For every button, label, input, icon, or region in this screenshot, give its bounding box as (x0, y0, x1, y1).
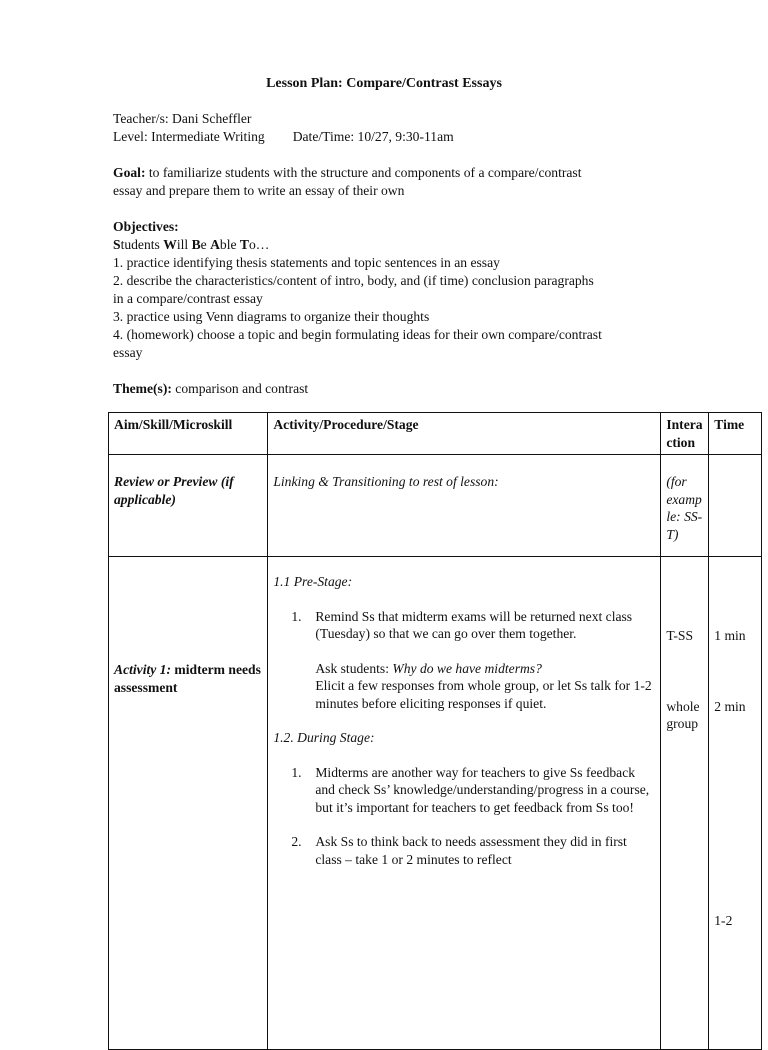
header-activity: Activity/Procedure/Stage (268, 413, 661, 455)
table-row-review (109, 455, 762, 557)
table-row-activity-1 (109, 557, 762, 1050)
list-item (291, 764, 655, 817)
during-stage-heading (273, 729, 655, 747)
objective-item: 2. describe the characteristics/content of intro, body, and (if time) conclusion paragraphs (113, 273, 594, 288)
objective-item: in a compare/contrast essay (113, 291, 263, 306)
level-datetime-line (113, 128, 454, 145)
interaction-t-ss: T-SS (666, 628, 694, 643)
list-item (291, 833, 655, 868)
swbat-t: T (239, 237, 249, 252)
objectives-heading: Objectives: (113, 219, 179, 234)
review-aim-text: Review or Preview (if applicable) (114, 474, 234, 507)
activity1-procedure (268, 557, 661, 1050)
swbat-s: S (113, 237, 121, 252)
ask-question: Why do we have midterms? (392, 660, 542, 676)
themes-value: comparison and contrast (175, 381, 309, 396)
list-text: Remind Ss that midterm exams will be returned next class (Tuesday) so that we can go over them together. (315, 608, 633, 641)
lesson-plan-table (108, 412, 762, 1050)
swbat-ill: ill (176, 237, 192, 252)
swbat-o: o… (249, 237, 270, 252)
time-2-min: 2 min (714, 698, 746, 714)
header-aim: Aim/Skill/Microskill (109, 413, 268, 455)
time-1-2: 1-2 (714, 913, 733, 928)
objectives-label (113, 218, 179, 235)
swbat-a: A (210, 237, 220, 252)
goal-line-2: essay and prepare them to write an essay of their own (113, 183, 405, 198)
swbat-tudents: tudents (120, 237, 164, 252)
table-header-row (109, 413, 762, 455)
list-item (291, 608, 655, 643)
activity1-interaction (661, 557, 709, 1050)
goal-label: Goal: (113, 165, 146, 180)
pre-stage-heading (273, 573, 655, 591)
review-time (709, 455, 762, 557)
datetime-text: Date/Time: 10/27, 9:30-11am (292, 129, 454, 144)
header-interaction: Intera ction (661, 413, 709, 455)
swbat-line (113, 236, 269, 253)
ask-prefix: Ask students: (315, 660, 393, 676)
activity1-aim-value: midterm needs assessment (114, 662, 261, 695)
list-number: 1. (291, 608, 302, 624)
goal-line-1 (113, 164, 582, 181)
objective-item: essay (113, 345, 143, 360)
swbat-w: W (163, 237, 177, 252)
goal-text-1: to familiarize students with the structure and components of a compare/contrast (148, 165, 582, 180)
teacher-line: Teacher/s: Dani Scheffler (113, 111, 252, 126)
swbat-b: B (191, 237, 201, 252)
review-interaction-text: (for examp le: SS-T) (666, 474, 703, 542)
activity1-time (709, 557, 762, 1050)
header-time: Time (709, 413, 762, 455)
time-1-min: 1 min (714, 628, 746, 643)
elicit-text: Elicit a few responses from whole group, or let Ss talk for 1-2 minutes before eliciting responses if quiet. (315, 678, 652, 711)
ask-students (315, 660, 655, 678)
list-number: 1. (291, 764, 302, 780)
during-stage-text: 1.2. During Stage: (273, 730, 375, 745)
review-activity (268, 455, 661, 557)
list-text: Ask Ss to think back to needs assessment they did in first class – take 1 or 2 minutes to reflect (315, 834, 627, 867)
swbat-e: e (200, 237, 211, 252)
themes-label: Theme(s): (113, 381, 172, 396)
swbat-ble: ble (219, 237, 240, 252)
objective-item: 4. (homework) choose a topic and begin formulating ideas for their own compare/contrast (113, 327, 602, 342)
review-interaction (661, 455, 709, 557)
activity1-label: Activity 1: (114, 662, 171, 677)
themes-line (113, 380, 308, 397)
list-number: 2. (291, 834, 302, 849)
list-text: Midterms are another way for teachers to give Ss feedback and check Ss’ knowledge/understanding/progress in a course, but it’s important for teachers to get feedback from Ss too! (315, 764, 650, 815)
activity1-aim (109, 557, 268, 1050)
review-aim (109, 455, 268, 557)
pre-stage-text: 1.1 Pre-Stage: (273, 574, 353, 589)
objective-item: 3. practice using Venn diagrams to organize their thoughts (113, 309, 430, 324)
interaction-whole-group: whole group (666, 698, 700, 731)
review-activity-text: Linking & Transitioning to rest of lesson: (273, 474, 499, 489)
objective-item: 1. practice identifying thesis statements and topic sentences in an essay (113, 255, 500, 270)
level-text: Level: Intermediate Writing (113, 129, 265, 144)
page-title: Lesson Plan: Compare/Contrast Essays (266, 76, 502, 91)
